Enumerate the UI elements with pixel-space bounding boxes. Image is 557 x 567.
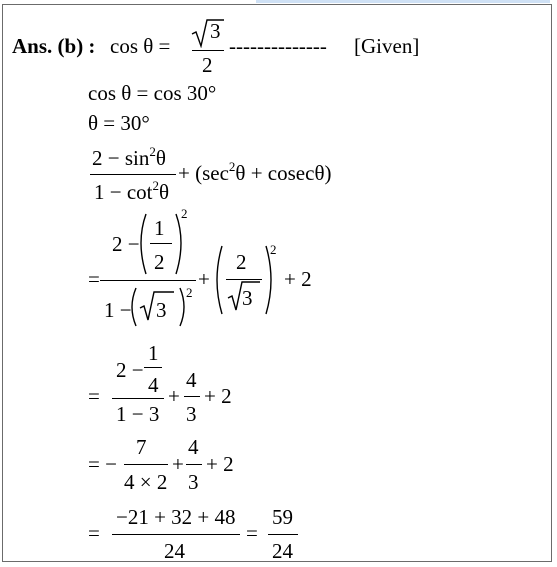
step2-denominator: 1 − 3	[116, 402, 160, 426]
step2-num-two-minus: 2 −	[116, 358, 144, 382]
step1-frac-sqrt-value: 3	[242, 286, 253, 310]
step1-num-two-minus: 2 −	[112, 232, 140, 256]
step2-quarter-num: 1	[148, 341, 159, 365]
step3-frac2-bar	[186, 464, 202, 465]
step3-plus: +	[172, 452, 184, 476]
step1-plus: +	[198, 267, 210, 291]
line-cos-equals-cos30: cos θ = cos 30°	[88, 81, 217, 105]
step2-plus-two: + 2	[204, 384, 232, 408]
line-theta-30: θ = 30°	[88, 111, 150, 135]
step2-plus: +	[168, 384, 180, 408]
step1-frac-bar	[226, 279, 262, 280]
step4-equals-second: =	[246, 521, 258, 545]
step2-equals: =	[88, 384, 100, 408]
step4-equals: =	[88, 521, 100, 545]
top-accent-bar	[256, 0, 550, 3]
step2-frac-bar	[184, 396, 200, 397]
step1-den-sqrt-value: 3	[156, 298, 167, 322]
step3-frac2-num: 4	[188, 435, 199, 459]
step3-frac2-den: 3	[188, 470, 199, 494]
expr-fraction-bar	[90, 174, 176, 175]
step3-plus-two: + 2	[206, 452, 234, 476]
result-numerator: 59	[272, 505, 293, 529]
step3-frac1-bar	[124, 464, 168, 465]
expr-sum-part: + $(\sec^2\theta + cosec\theta)$	[178, 159, 332, 185]
step1-half-bar	[150, 243, 172, 244]
given-note: [Given]	[354, 34, 420, 58]
step3-frac1-num: 7	[136, 435, 147, 459]
step1-half-num: 1	[154, 216, 165, 240]
dash-leader: --------------	[229, 34, 327, 58]
answer-label: Ans. (b) :	[12, 34, 96, 58]
step2-main-bar	[112, 398, 164, 399]
step2-frac-num: 4	[186, 368, 197, 392]
step1-den-square: 2	[186, 285, 193, 300]
answer-box	[2, 4, 552, 562]
result-fraction-bar	[268, 534, 298, 535]
step2-quarter-bar	[144, 367, 162, 368]
step4-numerator: −21 + 32 + 48	[116, 505, 236, 529]
result-denominator: 24	[272, 539, 293, 563]
header-sqrt-value: 3	[210, 19, 221, 43]
header-fraction-bar	[192, 50, 224, 51]
step1-den-one-minus: 1 −	[104, 298, 132, 322]
expr-numerator: $2 - \sin^2\theta$	[92, 144, 166, 170]
step3-equals-minus: = −	[88, 452, 117, 476]
step1-equals: =	[88, 267, 100, 291]
step4-fraction-bar	[112, 534, 240, 535]
step1-frac-square: 2	[270, 242, 277, 257]
step1-plus-two: + 2	[284, 267, 312, 291]
expr-denominator: $1 - \cot^2\theta$	[94, 178, 170, 204]
step4-denominator: 24	[164, 539, 185, 563]
header-denominator: 2	[202, 53, 213, 77]
step1-main-bar	[100, 280, 196, 281]
step2-frac-den: 3	[186, 402, 197, 426]
step1-frac-num: 2	[236, 250, 247, 274]
cos-theta-equals: cos θ =	[110, 34, 171, 58]
step3-frac1-den: 4 × 2	[124, 470, 168, 494]
step1-half-den: 2	[154, 250, 165, 274]
step1-half-square: 2	[181, 206, 188, 221]
step2-quarter-den: 4	[148, 373, 159, 397]
